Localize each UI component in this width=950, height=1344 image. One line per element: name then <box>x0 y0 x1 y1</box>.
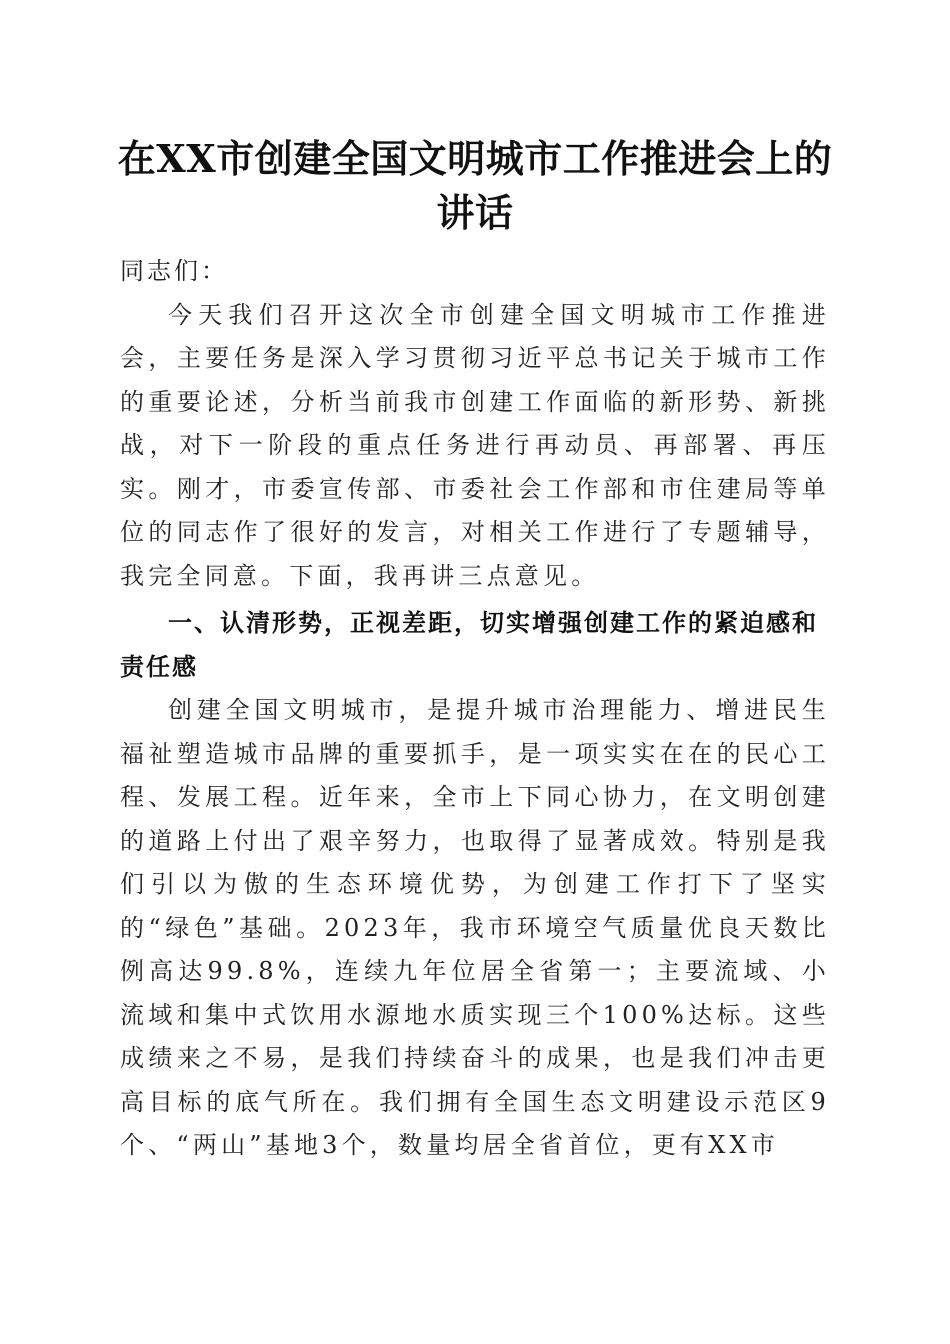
document-title: 在XX市创建全国文明城市工作推进会上的讲话 <box>117 136 833 235</box>
salutation: 同志们： <box>120 257 228 285</box>
document-body <box>120 250 830 1168</box>
intro-paragraph: 今天我们召开这次全市创建全国文明城市工作推进会，主要任务是深入学习贯彻习近平总书记关于城市工作的重要论述，分析当前我市创建工作面临的新形势、新挑战，对下一阶段的重点任务进行再动员、再部署、再压实。刚才，市委宣传部、市委社会工作部和市住建局等单位的同志作了很好的发言，对相关工作进行了专题辅导，我完全同意。下面，我再讲三点意见。 <box>120 300 830 590</box>
section-paragraph: 创建全国文明城市，是提升城市治理能力、增进民生福祉塑造城市品牌的重要抓手，是一项实实在在的民心工程、发展工程。近年来，全市上下同心协力，在文明创建的道路上付出了艰辛努力，也取得了显著成效。特别是我们引以为傲的生态环境优势，为创建工作打下了坚实的“绿色”基础。2023年，我市环境空气质量优良天数比例高达99.8%，连续九年位居全省第一；主要流域、小流域和集中式饮用水源地水质实现三个100%达标。这些成绩来之不易，是我们持续奋斗的成果，也是我们冲击更高目标的底气所在。我们拥有全国生态文明建设示范区9个、“两山”基地3个，数量均居全省首位，更有XX市 <box>120 696 830 1159</box>
section-heading: 一、认清形势，正视差距，切实增强创建工作的紧迫感和责任感 <box>120 609 818 681</box>
